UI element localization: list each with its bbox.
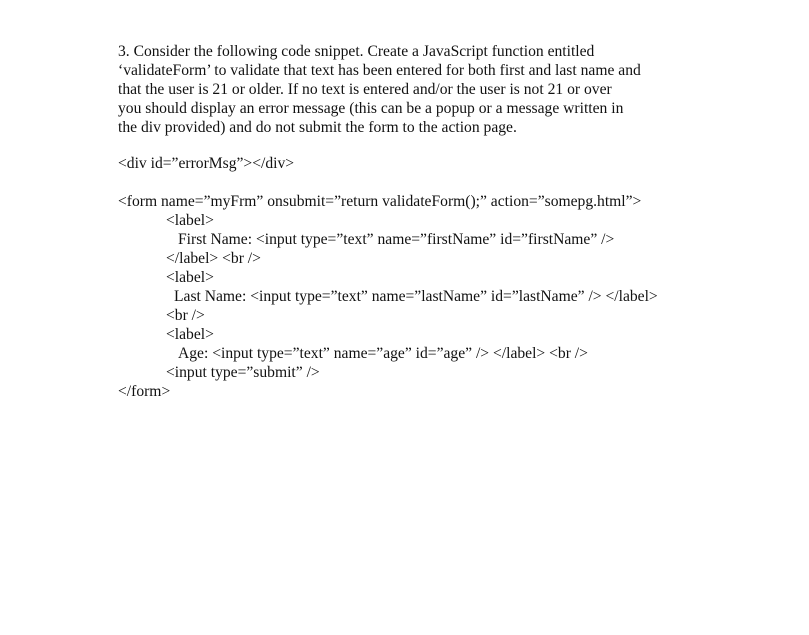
- code-first-name: First Name: <input type=”text” name=”firstName” id=”firstName” />: [178, 231, 615, 248]
- question-line: 3. Consider the following code snippet. Create a JavaScript function entitled: [118, 43, 595, 60]
- code-submit: <input type=”submit” />: [166, 364, 320, 381]
- code-label-open: <label>: [166, 326, 214, 343]
- question-line: ‘validateForm’ to validate that text has been entered for both first and last name and: [118, 62, 641, 79]
- question-line: the div provided) and do not submit the form to the action page.: [118, 119, 517, 136]
- code-label-close: </label> <br />: [166, 250, 261, 267]
- code-form-close: </form>: [118, 383, 171, 400]
- code-form-open: <form name=”myFrm” onsubmit=”return validateForm();” action=”somepg.html”>: [118, 193, 642, 210]
- question-line: that the user is 21 or older. If no text is entered and/or the user is not 21 or over: [118, 81, 612, 98]
- code-label-open: <label>: [166, 212, 214, 229]
- code-div-line: <div id=”errorMsg”></div>: [118, 155, 295, 172]
- code-br: <br />: [166, 307, 205, 324]
- code-label-open: <label>: [166, 269, 214, 286]
- code-last-name: Last Name: <input type=”text” name=”lastName” id=”lastName” /> </label>: [174, 288, 658, 305]
- code-age: Age: <input type=”text” name=”age” id=”age” /> </label> <br />: [178, 345, 588, 362]
- question-line: you should display an error message (this can be a popup or a message written in: [118, 100, 624, 117]
